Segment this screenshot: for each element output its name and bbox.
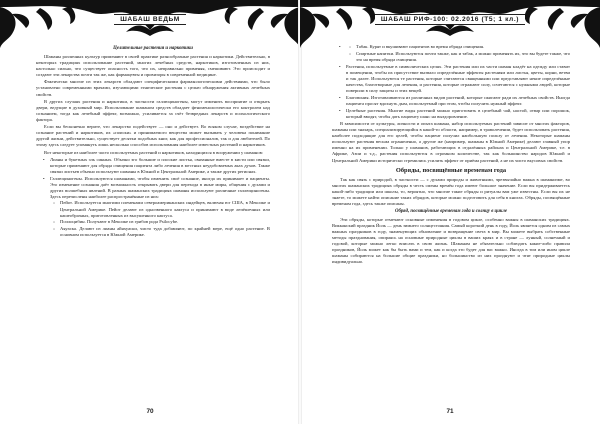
running-head-left (0, 14, 300, 25)
running-head-right (300, 14, 600, 25)
paragraph: Так как связь с природой, в частности — с духами природы и животными, чрезвычайно важна в шаманизме, во многих шаманских традициях обряды в честь смены времён года имеют большое значение. Если вы придерживаетесь какой-либо традиции или школы, то, вероятно, что многие такие обряды и ритуалы вам уже известны. Если вы их не знаете, то можете найти описание таких обрядов, которые можно подготовить для себя в книгах. Обряды, посвящённые временам года, здесь также описаны. (332, 176, 570, 206)
paragraph: Эти обряды, которые отмечают основные изменения в годовом цикле, особенно важны в шаманских традициях. Викканский праздник Йоль — день зимнего солнцестояния. Самый короткий день в году, Йоль является одним из самых важных праздников в году, знаменующих обновление и возвращение света в мир. Вы можете выбрать собственные методы празднования, опираясь на основные природные циклы в ваших краях и в стране — лунный, солнечный и годовой, которые можно легко вписать в свою жизнь. Шаманам не обязательно соблюдать какие-либо правила праздников, Йоль может как бы быть вами и тем, как и когда это будет для вас важно. Иногда в том или ином цикле шаманы собираются на большие общие праздники, но большинство из них празднуют и чтят природные циклы индивидуально. (332, 216, 570, 265)
paragraph: Если вы бесконечно верите, что лекарство подействует — оно и действует. Во всяком случае, воздействие на сознание растений и наркотиков, их «поиски» и принимаемого вещества может вызывать у человека понимание другой жизни, действительно, существует десятки подобных книг, как для профессионалов, так и для любителей. По этому здесь следует упомянуть лишь несколько способов использования наиболее известных растений и наркотиков. (36, 124, 270, 148)
continued-list (332, 44, 570, 120)
list-item: • Растения, используемые в символических целях. Эти растения или их части шаман кладёт на одежду или ставит в помещении, чтобы их присутствие вызвало определённые эффекты растениям или листья, цветы, корни, ветви и так далее. Используются те растения, которые считаются священными или представляют некие определённые качества, благотворные для лечения, и растения, которые отражают силу, сочетаются с нужными людей, которые поверили в силу защиты и этих вещей. (346, 64, 570, 94)
list-item: • Благовония. Изготавливаются из различных видов растений, которые сжигают ради их лечебных свойств. Иногда пациента просят вдохнуть дым, используемый при этом, чтобы получить нужный эффект. (346, 95, 570, 107)
running-head-right-text: ШАБАШ РИФ-100: 02.2016 (T5; 1 кл.) (375, 14, 525, 25)
paragraph: В других случаях растения и наркотики, в частности галлюциногены, могут изменить восприятие и открыть двери, ведущие в духовный мир. Использование шаманом средств обладает феноменологически его контролем над сознанием, тогда как лечебный эффект, возможно, усиливается за счёт безвредных лекарств и психологического фактора. (36, 98, 270, 122)
page-number-right: 71 (446, 408, 454, 415)
section-heading-seasons: Обряды, посвящённые временам года (395, 166, 507, 174)
section-heading-plants: Целительные растения и наркотики (113, 46, 193, 51)
paragraph: Шаманы различных культур применяют в своей практике разнообразные растения и наркотики. Действительно, в некоторых традициях использование растений, многих лечебных средств, наркотиков, изготовленных из них, настолько сильно, что существует опасность того, что их, неправильно применяя, смешивают. Это происходит и создают эти лекарства почти так же, как фармацевты и провизоры в современной медицине. (36, 54, 270, 78)
sub-list-item: ○ Псилоцибин. Получают в Мексике из грибов рода Psilocybe. (60, 219, 270, 225)
paragraph: Фактически многие из этих лекарств обладают специфическими фармакологическими действиями, что было установлено современными врачами, изучающими этнические растения с целью обнаружения активных лечебных свойств. (36, 79, 270, 97)
list-item: • Лианы и букетных эль синных. Обычно эго большие и плоские листья, связанные вместе в кисти или связки, которые применяют для обряда очищения пациента либо лечения в местных неудобоваемых аках духов. Также связки листьев обычно используют шаманы в Южной и Центральной Америке, а также других регионах. (50, 157, 270, 175)
plants-bullet-list (36, 157, 270, 239)
sub-list-item: ○ • Табак. Курят и вкушивают пациентов во время обряда очищения. (356, 44, 570, 50)
paragraph: Вот некоторые из наиболее часто используемых растений и наркотиков, находящихся в вооружении у шаманов: (44, 149, 264, 155)
sub-list-item: ○ Спиртные напитки. Используются почти также, как и табак, а можно применять их, что вы будете также, что это на время обряда очищения. (356, 51, 570, 63)
list-item: • Целебные растения. Многие виды растений можно приготовить в целебный чай, настой, отвар или порошок, который вводят, чтобы дать пациенту шанс на выздоровление. (346, 108, 570, 120)
list-item (50, 176, 270, 239)
list-item (346, 44, 570, 63)
sub-list-item: ○ Аяуаска. Делают из лианы айяхуаски, чисто туда добавляют, по крайней мере, ещё одно растение. В основном используется в Южной Америке. (60, 226, 270, 238)
running-head-left-text: ШАБАШ ВЕДЬМ (114, 14, 186, 25)
continued-sub-list (346, 44, 570, 63)
right-page (300, 0, 600, 424)
page-number-left: 70 (146, 408, 154, 415)
paragraph: В зависимости от культуры, личности и опыта шамана, набор используемых растений зависит от многих факторов, шаманы или знахарь, специализирующийся в какой-то области, например, в траволечении, будет использовать растения, наиболее подходящие для его целей, чтобы пациент получил наибольшую пользу от лечения. Некоторые шаманы используют растения весьма ограниченно, а другие же (например, шаманы в Южной Америке) делают главный упор именно на их применении. Только у шаманов, работающих в отдалённых районах и Центральной Америке, т.е. в Африке, Азии и т.д., растения используются в огромном количестве, так как большинство народов Южной и Центральной Америки исторически стремились усилить эффект от приёма растений, а не их чисто вкусовых свойств. (332, 121, 570, 163)
subsection-heading-solar-cycle: Обряд, посвящённые временам года и солнцу в цикле (394, 208, 508, 214)
left-page-body (36, 44, 270, 240)
right-page-body (332, 44, 570, 266)
sub-list-item: ○ Пейот. Используется многими племенами североамериканских индейцев, включая юг США, в Мексике и Центральной Америке. Пейот делают из однозвенного кактуса и принимают в виде лепёшечных или кашеобразных, приготовленных из высушенного кактуса. (60, 200, 270, 218)
hallucinogens-sub-list (50, 200, 270, 238)
list-item-text: Галлюциногены. Используются шаманами, чтобы изменить своё сознание, иногда их принимает и пациенты. Это изменение сознания даёт возможность открывать двери для перехода в иные миры, общения с духами и других волшебных явлений. В разных шаманских традициях шаманы используют различные галлюциногены. Здесь перечислены наиболее распространённые из них: (50, 175, 270, 199)
